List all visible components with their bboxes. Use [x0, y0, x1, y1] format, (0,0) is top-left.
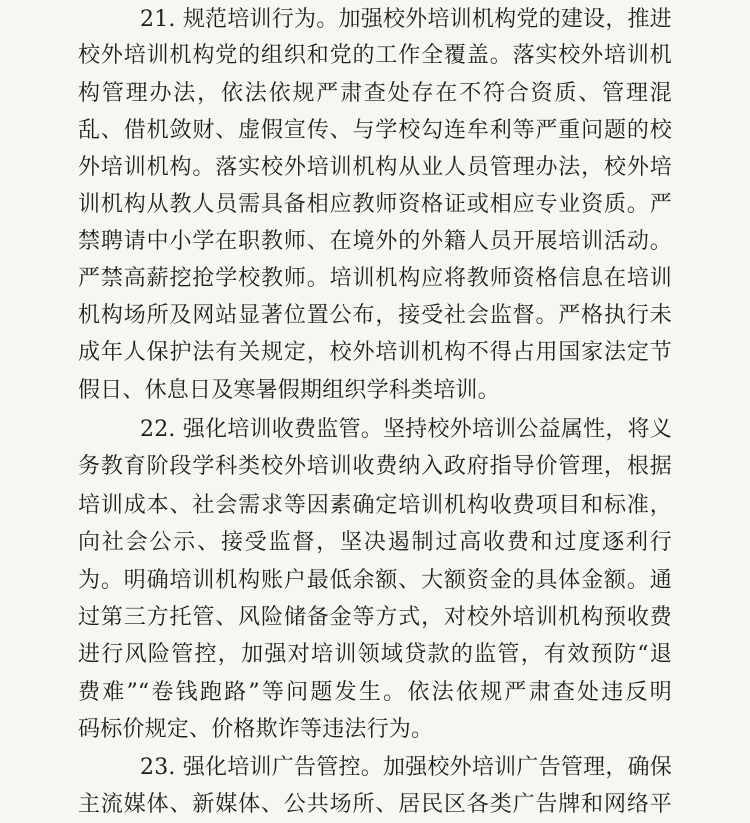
paragraph-21-line: 乱、借机敛财、虚假宣传、与学校勾连牟利等严重问题的校 — [78, 118, 672, 143]
paragraph-22-line: 费难”“卷钱跑路”等问题发生。依法依规严肃查处违反明 — [78, 680, 672, 705]
paragraph-21-line: 训机构从教人员需具备相应教师资格证或相应专业资质。严 — [78, 192, 672, 217]
paragraph-21-line: 禁聘请中小学在职教师、在境外的外籍人员开展培训活动。 — [78, 229, 672, 254]
paragraph-22-line: 进行风险管控，加强对培训领域贷款的监管，有效预防“退 — [78, 642, 672, 667]
paragraph-21-line: 外培训机构。落实校外培训机构从业人员管理办法，校外培 — [78, 155, 672, 180]
paragraph-22-line: 码标价规定、价格欺诈等违法行为。 — [78, 717, 434, 742]
paragraph-21-line: 假日、休息日及寒暑假期组织学科类培训。 — [78, 378, 500, 403]
paragraph-21-line: 21. 规范培训行为。加强校外培训机构党的建设，推进 — [140, 7, 672, 32]
paragraph-21-line: 严禁高薪挖抢学校教师。培训机构应将教师资格信息在培训 — [78, 266, 672, 291]
paragraph-22-line: 培训成本、社会需求等因素确定培训机构收费项目和标准， — [78, 493, 672, 518]
paragraph-22-line: 22. 强化培训收费监管。坚持校外培训公益属性，将义 — [140, 417, 672, 442]
paragraph-21-line: 校外培训机构党的组织和党的工作全覆盖。落实校外培训机 — [78, 43, 672, 68]
paragraph-22-line: 务教育阶段学科类校外培训收费纳入政府指导价管理，根据 — [78, 454, 672, 479]
paragraph-22-line: 过第三方托管、风险储备金等方式，对校外培训机构预收费 — [78, 605, 672, 630]
paragraph-21-line: 成年人保护法有关规定，校外培训机构不得占用国家法定节 — [78, 340, 672, 365]
paragraph-21-line: 机构场所及网站显著位置公布，接受社会监督。严格执行未 — [78, 303, 672, 328]
paragraph-23-line: 主流媒体、新媒体、公共场所、居民区各类广告牌和网络平 — [78, 792, 672, 817]
paragraph-22-line: 为。明确培训机构账户最低余额、大额资金的具体金额。通 — [78, 568, 672, 593]
paragraph-21-line: 构管理办法，依法依规严肃查处存在不符合资质、管理混 — [78, 81, 672, 106]
paragraph-22-line: 向社会公示、接受监督，坚决遏制过高收费和过度逐利行 — [78, 530, 672, 555]
paragraph-23-line: 23. 强化培训广告管控。加强校外培训广告管理，确保 — [140, 755, 672, 780]
